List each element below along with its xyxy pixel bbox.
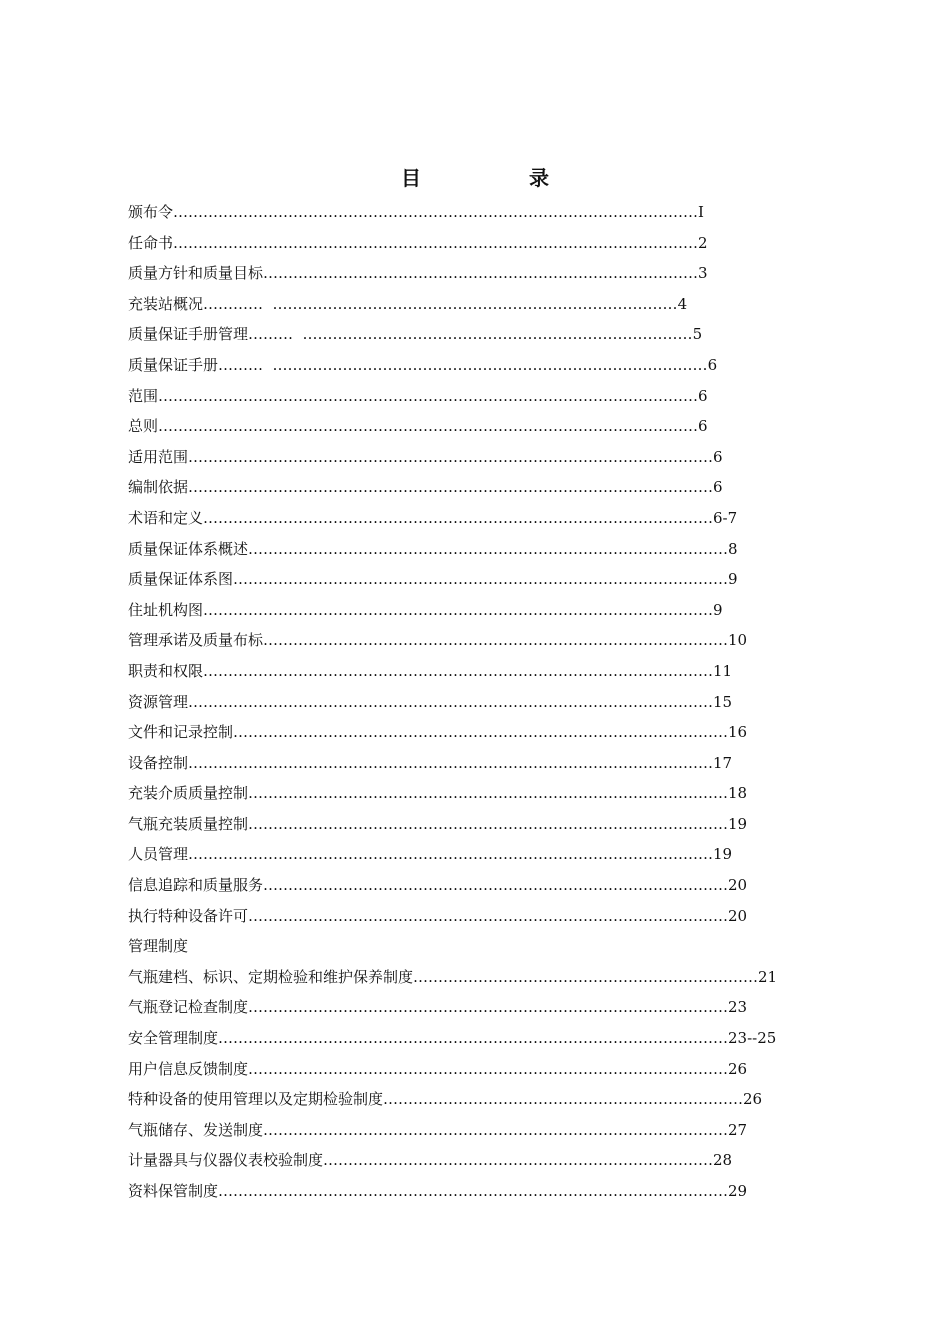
- toc-entry-label: 质量保证手册管理: [128, 325, 249, 344]
- toc-entry-label: 用户信息反馈制度: [128, 1059, 249, 1078]
- toc-entry-label: 任命书: [128, 233, 174, 252]
- toc-entry-label: 执行特种设备许可: [128, 906, 249, 925]
- toc-entry-page-number: 2: [698, 233, 708, 252]
- toc-entry-page-number: 8: [728, 539, 738, 558]
- toc-entry-label: 信息追踪和质量服务: [128, 876, 264, 895]
- toc-entry-page-number: 9: [713, 600, 723, 619]
- toc-entry-page-number: 11: [713, 661, 733, 680]
- toc-title: 目 录: [401, 166, 593, 190]
- toc-entry-label: 特种设备的使用管理以及定期检验制度: [128, 1090, 384, 1109]
- toc-entry-leader: ……… ……………………………………………………………………………: [218, 355, 708, 374]
- toc-entry-leader: ………………………………………………………………: [383, 1090, 744, 1109]
- toc-entry-leader: ………………………………………………………………………………………………: [158, 386, 699, 405]
- toc-entry-page-number: 6: [698, 417, 708, 436]
- toc-entry-label: 气瓶储存、发送制度: [128, 1120, 264, 1139]
- toc-entry-leader: ………………………………………………………………………………………………: [158, 417, 699, 436]
- toc-entry-page-number: 6: [713, 447, 723, 466]
- toc-entry-leader: ……………………………………………………………: [413, 967, 759, 986]
- toc-entry: [128, 319, 868, 350]
- toc-entry: [128, 1054, 868, 1085]
- toc-entry-page-number: 20: [728, 876, 748, 895]
- toc-entry: [128, 411, 868, 442]
- toc-entry: [128, 931, 868, 962]
- toc-entry: [128, 1176, 868, 1207]
- toc-entry-leader: …………………………………………………………………………………………: [203, 508, 714, 527]
- toc-entry: [128, 839, 868, 870]
- toc-entry-page-number: 10: [728, 631, 748, 650]
- toc-entry-label: 颁布令: [128, 203, 174, 221]
- toc-entry-leader: ……………………………………………………………………………………: [248, 784, 729, 803]
- toc-entry-label: 资源管理: [128, 692, 189, 711]
- toc-entry-label: 管理承诺及质量布标: [128, 631, 264, 650]
- toc-entry-leader: ……………………………………………………………………………………: [248, 814, 729, 833]
- toc-entry: [128, 564, 868, 595]
- toc-entry-label: 质量保证体系图: [128, 570, 234, 589]
- toc-entry: [128, 503, 868, 534]
- toc-entry-page-number: 19: [713, 845, 733, 864]
- toc-entry-label: 充装介质质量控制: [128, 784, 249, 803]
- toc-entry: [128, 962, 868, 993]
- toc-entry-page-number: 18: [728, 784, 748, 803]
- toc-entry-leader: …………………………………………………………………………………………: [218, 1182, 729, 1200]
- toc-entry-page-number: 23: [728, 998, 748, 1017]
- toc-entry-label: 管理制度: [128, 937, 189, 956]
- toc-entry: [128, 1023, 868, 1054]
- toc-entry-page-number: 6: [713, 478, 723, 497]
- toc-entry: [128, 1115, 868, 1146]
- toc-entry-leader: ……………………………………………………………………………………………: [188, 845, 714, 864]
- toc-entry-leader: …………………………………………………………………………………………: [203, 600, 714, 619]
- toc-entry-label: 气瓶登记检查制度: [128, 998, 249, 1017]
- toc-entry-page-number: 9: [728, 570, 738, 589]
- toc-entry-leader: ……………………………………………………………………………………………: [188, 478, 714, 497]
- toc-entry-leader: ……………………………………………………………………………………………: [188, 753, 714, 772]
- toc-entry: [128, 534, 868, 565]
- toc-entry-page-number: 26: [743, 1090, 763, 1109]
- toc-entry-leader: ……………………………………………………………………………………………: [173, 233, 699, 252]
- toc-entry-label: 计量器具与仪器仪表校验制度: [128, 1151, 324, 1170]
- toc-entry-label: 住址机构图: [128, 600, 204, 619]
- toc-entry-page-number: 5: [692, 325, 703, 344]
- toc-entry: [128, 350, 868, 381]
- toc-entry-leader: ……………………………………………………………………………………: [248, 906, 729, 925]
- toc-entry-page-number: 15: [713, 692, 733, 711]
- toc-entry-label: 质量保证手册: [128, 355, 219, 374]
- toc-entry-label: 质量方针和质量目标: [128, 264, 264, 283]
- toc-entry-label: 资料保管制度: [128, 1182, 219, 1200]
- toc-entry-label: 气瓶建档、标识、定期检验和维护保养制度: [128, 967, 414, 986]
- toc-entry-label: 质量保证体系概述: [128, 539, 249, 558]
- toc-entry: [128, 472, 868, 503]
- toc-entry-leader: …………………………………………………………………………………: [263, 876, 729, 895]
- toc-entry-label: 人员管理: [128, 845, 189, 864]
- toc-entry-page-number: 19: [728, 814, 748, 833]
- toc-entry: [128, 289, 868, 320]
- toc-entry: [128, 381, 868, 412]
- toc-entry-label: 设备控制: [128, 753, 189, 772]
- toc-entry-page-number: 16: [728, 723, 748, 742]
- toc-entry-leader: ……………………………………………………………………………………………: [188, 692, 714, 711]
- toc-entry-page-number: 4: [677, 294, 688, 313]
- toc-entry-page-number: 6-7: [713, 508, 738, 527]
- toc-entry-leader: …………………………………………………………………………………………: [203, 661, 714, 680]
- toc-entry-label: 范围: [128, 386, 159, 405]
- toc-entry-page-number: 28: [713, 1151, 733, 1170]
- toc-entry-page-number: 23--25: [728, 1029, 777, 1048]
- toc-entry: [128, 442, 868, 473]
- toc-entry: [128, 1084, 868, 1115]
- toc-entry: [128, 809, 868, 840]
- toc-entry: [128, 258, 868, 289]
- toc-entry-leader: ………………………………………………………………………………………: [233, 570, 729, 589]
- toc-entry-label: 安全管理制度: [128, 1029, 219, 1048]
- toc-entry-page-number: 21: [758, 967, 778, 986]
- toc-entry-label: 文件和记录控制: [128, 723, 234, 742]
- toc-entry-label: 适用范围: [128, 447, 189, 466]
- toc-entry: [128, 228, 868, 259]
- toc-entry-leader: ………… ………………………………………………………………………: [203, 294, 678, 313]
- toc-entry-leader: ……………………………………………………………………………: [263, 264, 699, 283]
- toc-entry-label: 气瓶充装质量控制: [128, 814, 249, 833]
- toc-entry-leader: ……………………………………………………………………………………: [248, 998, 729, 1017]
- toc-entry: [128, 717, 868, 748]
- toc-entry-page-number: 6: [707, 355, 718, 374]
- toc-entry-label: 编制依据: [128, 478, 189, 497]
- toc-entry-page-number: 17: [713, 753, 733, 772]
- toc-entry-page-number: 26: [728, 1059, 748, 1078]
- toc-entry: [128, 197, 868, 228]
- toc-entry: [128, 992, 868, 1023]
- toc-entry-leader: ……………………………………………………………………: [323, 1151, 714, 1170]
- toc-entry-leader: ……………………………………………………………………………………: [248, 539, 729, 558]
- table-of-contents: [128, 197, 868, 1207]
- toc-entry-leader: …………………………………………………………………………………: [263, 631, 729, 650]
- toc-entry: [128, 901, 868, 932]
- toc-entry-page-number: Ⅰ: [698, 203, 704, 221]
- toc-entry-leader: ……………………………………………………………………………………………: [173, 203, 699, 221]
- toc-entry-page-number: 6: [698, 386, 708, 405]
- toc-entry-page-number: 20: [728, 906, 748, 925]
- toc-entry-leader: ……………………………………………………………………………………………: [188, 447, 714, 466]
- toc-entry: [128, 625, 868, 656]
- toc-entry-leader: ……… ……………………………………………………………………: [248, 325, 693, 344]
- toc-entry: [128, 870, 868, 901]
- toc-entry-leader: ……………………………………………………………………………………: [248, 1059, 729, 1078]
- toc-entry-leader: …………………………………………………………………………………: [263, 1120, 729, 1139]
- toc-entry: [128, 748, 868, 779]
- toc-entry: [128, 656, 868, 687]
- toc-entry-label: 总则: [128, 417, 159, 436]
- toc-entry-page-number: 3: [698, 264, 708, 283]
- toc-entry: [128, 595, 868, 626]
- toc-entry: [128, 778, 868, 809]
- toc-entry-leader: …………………………………………………………………………………………: [218, 1029, 729, 1048]
- toc-entry: [128, 687, 868, 718]
- toc-entry-label: 术语和定义: [128, 508, 204, 527]
- toc-entry-leader: ………………………………………………………………………………………: [233, 723, 729, 742]
- toc-entry-label: 充装站概况: [128, 294, 204, 313]
- toc-entry-label: 职责和权限: [128, 661, 204, 680]
- toc-entry-page-number: 29: [728, 1182, 748, 1200]
- toc-entry: [128, 1145, 868, 1176]
- toc-entry-page-number: 27: [728, 1120, 748, 1139]
